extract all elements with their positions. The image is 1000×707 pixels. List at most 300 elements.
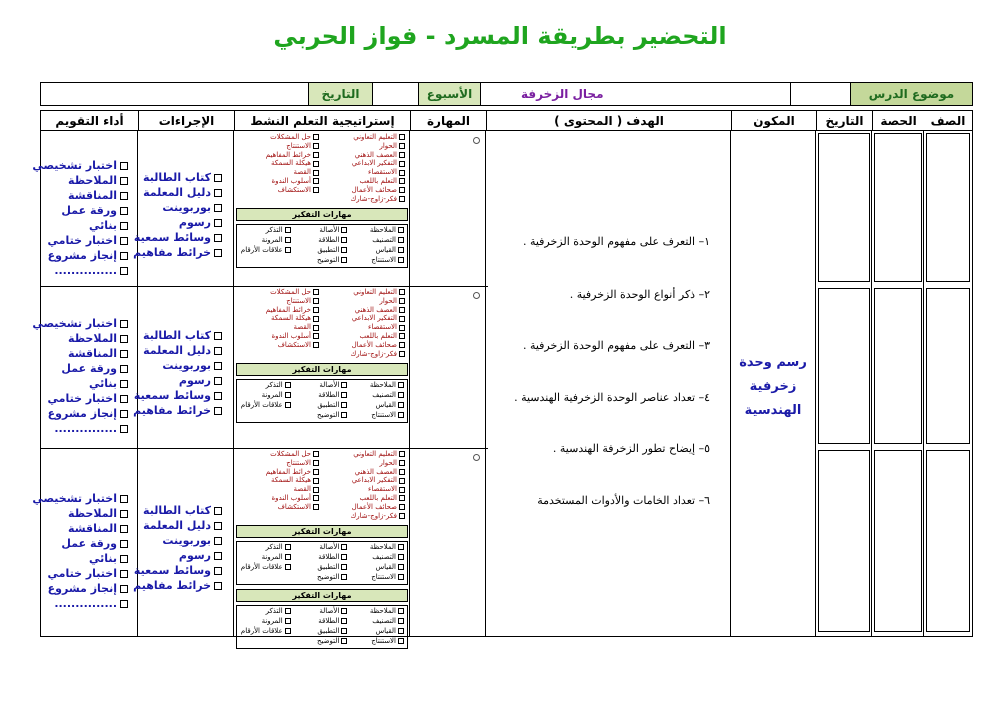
procedure-item[interactable] bbox=[133, 230, 222, 245]
checkbox-icon[interactable] bbox=[214, 347, 222, 355]
checkbox-icon[interactable] bbox=[399, 478, 405, 484]
checkbox-icon[interactable] bbox=[398, 554, 404, 560]
checkbox-icon[interactable] bbox=[399, 170, 405, 176]
checkbox-icon[interactable] bbox=[341, 412, 347, 418]
thinking-option-label: المرونة bbox=[261, 236, 283, 244]
checkbox-icon[interactable] bbox=[398, 638, 404, 644]
checkbox-icon[interactable] bbox=[398, 382, 404, 388]
checkbox-icon[interactable] bbox=[285, 554, 291, 560]
checkbox-icon[interactable] bbox=[120, 600, 128, 608]
checkbox-icon[interactable] bbox=[341, 628, 347, 634]
strategy-row bbox=[236, 450, 408, 459]
strategy-option[interactable] bbox=[322, 485, 408, 494]
checkbox-icon[interactable] bbox=[398, 392, 404, 398]
procedure-item[interactable] bbox=[142, 373, 222, 388]
thinking-option[interactable] bbox=[294, 225, 351, 235]
checkbox-icon[interactable] bbox=[313, 152, 319, 158]
thinking-option[interactable] bbox=[294, 380, 351, 390]
checkbox-icon[interactable] bbox=[120, 540, 128, 548]
checkbox-icon[interactable] bbox=[214, 552, 222, 560]
strategy-option[interactable] bbox=[236, 476, 322, 485]
checkbox-icon[interactable] bbox=[341, 638, 347, 644]
skill-radio[interactable] bbox=[473, 454, 480, 461]
checkbox-icon[interactable] bbox=[313, 495, 319, 501]
assessment-item[interactable] bbox=[44, 263, 128, 278]
strategy-option[interactable] bbox=[322, 142, 408, 151]
assessment-item[interactable] bbox=[32, 491, 128, 506]
checkbox-icon[interactable] bbox=[399, 143, 405, 149]
checkbox-icon[interactable] bbox=[399, 178, 405, 184]
checkbox-icon[interactable] bbox=[399, 307, 405, 313]
thinking-option[interactable] bbox=[294, 542, 351, 552]
procedure-item[interactable] bbox=[142, 503, 222, 518]
strategy-option[interactable] bbox=[322, 468, 408, 477]
strategy-option[interactable] bbox=[322, 133, 408, 142]
strategy-option[interactable] bbox=[236, 159, 322, 168]
checkbox-icon[interactable] bbox=[313, 504, 319, 510]
checkbox-icon[interactable] bbox=[120, 525, 128, 533]
checkbox-icon[interactable] bbox=[120, 207, 128, 215]
checkbox-icon[interactable] bbox=[341, 247, 347, 253]
strategy-option[interactable] bbox=[236, 186, 322, 195]
thinking-option[interactable] bbox=[237, 542, 294, 552]
week-field[interactable] bbox=[372, 83, 418, 105]
checkbox-icon[interactable] bbox=[398, 544, 404, 550]
thinking-option-label: علاقات الأرقام bbox=[240, 401, 283, 409]
procedure-item[interactable] bbox=[133, 578, 222, 593]
thinking-option[interactable] bbox=[350, 552, 407, 562]
strategy-option[interactable] bbox=[322, 323, 408, 332]
checkbox-icon[interactable] bbox=[285, 544, 291, 550]
entry-cell[interactable] bbox=[818, 450, 870, 632]
checkbox-icon[interactable] bbox=[214, 567, 222, 575]
date-field[interactable] bbox=[41, 83, 308, 105]
checkbox-icon[interactable] bbox=[214, 362, 222, 370]
thinking-option[interactable] bbox=[237, 380, 294, 390]
thinking-option[interactable] bbox=[237, 390, 294, 400]
checkbox-icon[interactable] bbox=[398, 618, 404, 624]
strategy-option[interactable] bbox=[236, 151, 322, 160]
checkbox-icon[interactable] bbox=[285, 628, 291, 634]
checkbox-icon[interactable] bbox=[399, 161, 405, 167]
checkbox-icon[interactable] bbox=[313, 187, 319, 193]
assessment-item[interactable] bbox=[44, 376, 128, 391]
checkbox-icon[interactable] bbox=[120, 555, 128, 563]
checkbox-icon[interactable] bbox=[120, 510, 128, 518]
checkbox-icon[interactable] bbox=[399, 333, 405, 339]
strategy-option[interactable] bbox=[236, 341, 322, 350]
checkbox-icon[interactable] bbox=[341, 402, 347, 408]
thinking-option[interactable] bbox=[350, 235, 407, 245]
checkbox-icon[interactable] bbox=[120, 365, 128, 373]
thinking-option[interactable] bbox=[237, 400, 294, 410]
checkbox-icon[interactable] bbox=[398, 237, 404, 243]
procedure-item[interactable] bbox=[142, 170, 222, 185]
assessment-item[interactable] bbox=[44, 248, 128, 263]
checkbox-icon[interactable] bbox=[214, 332, 222, 340]
checkbox-icon[interactable] bbox=[285, 237, 291, 243]
strategy-row bbox=[236, 494, 408, 503]
procedure-item[interactable] bbox=[142, 185, 222, 200]
checkbox-icon[interactable] bbox=[120, 495, 128, 503]
checkbox-icon[interactable] bbox=[120, 222, 128, 230]
checkbox-icon[interactable] bbox=[341, 227, 347, 233]
thinking-option[interactable] bbox=[350, 225, 407, 235]
checkbox-icon[interactable] bbox=[399, 495, 405, 501]
checkbox-icon[interactable] bbox=[399, 342, 405, 348]
strategy-option[interactable] bbox=[236, 133, 322, 142]
procedure-item[interactable] bbox=[142, 518, 222, 533]
assessment-item[interactable] bbox=[44, 406, 128, 421]
strategy-option[interactable] bbox=[236, 288, 322, 297]
checkbox-icon[interactable] bbox=[398, 628, 404, 634]
checkbox-icon[interactable] bbox=[214, 174, 222, 182]
checkbox-icon[interactable] bbox=[120, 585, 128, 593]
assessment-item[interactable] bbox=[44, 391, 128, 406]
thinking-option[interactable] bbox=[237, 235, 294, 245]
thinking-option[interactable] bbox=[350, 626, 407, 636]
assessment-item[interactable] bbox=[44, 218, 128, 233]
strategy-option[interactable] bbox=[236, 323, 322, 332]
entry-cell[interactable] bbox=[818, 133, 870, 282]
strategy-option[interactable] bbox=[322, 306, 408, 315]
thinking-option-label: التذكر bbox=[265, 226, 283, 234]
checkbox-icon[interactable] bbox=[214, 507, 222, 515]
checkbox-icon[interactable] bbox=[313, 333, 319, 339]
checkbox-icon[interactable] bbox=[285, 618, 291, 624]
entry-cell[interactable] bbox=[818, 288, 870, 444]
checkbox-icon[interactable] bbox=[398, 402, 404, 408]
assessment-item[interactable] bbox=[44, 566, 128, 581]
entry-cell[interactable] bbox=[926, 288, 970, 444]
assessment-item[interactable] bbox=[32, 316, 128, 331]
checkbox-icon[interactable] bbox=[120, 425, 128, 433]
strategy-option[interactable] bbox=[322, 341, 408, 350]
checkbox-icon[interactable] bbox=[399, 469, 405, 475]
thinking-option[interactable] bbox=[350, 616, 407, 626]
checkbox-icon[interactable] bbox=[398, 608, 404, 614]
checkbox-icon[interactable] bbox=[120, 380, 128, 388]
strategy-option bbox=[236, 195, 322, 204]
assessment-item[interactable] bbox=[44, 551, 128, 566]
thinking-option[interactable] bbox=[294, 410, 351, 420]
thinking-option[interactable] bbox=[350, 636, 407, 646]
checkbox-icon[interactable] bbox=[399, 460, 405, 466]
checkbox-icon[interactable] bbox=[341, 554, 347, 560]
strategy-option[interactable] bbox=[236, 332, 322, 341]
checkbox-icon[interactable] bbox=[313, 289, 319, 295]
procedure-item[interactable] bbox=[142, 548, 222, 563]
procedure-item[interactable] bbox=[142, 533, 222, 548]
thinking-option-label: الملاحظة bbox=[369, 607, 396, 615]
strategy-option[interactable] bbox=[236, 503, 322, 512]
thinking-option-label: الملاحظة bbox=[369, 381, 396, 389]
procedure-item[interactable] bbox=[142, 358, 222, 373]
checkbox-icon[interactable] bbox=[341, 392, 347, 398]
strategy-option[interactable] bbox=[322, 159, 408, 168]
thinking-option[interactable] bbox=[350, 606, 407, 616]
checkbox-icon[interactable] bbox=[399, 487, 405, 493]
checkbox-icon[interactable] bbox=[398, 564, 404, 570]
thinking-option[interactable] bbox=[294, 626, 351, 636]
thinking-option[interactable] bbox=[294, 255, 351, 265]
assessment-item[interactable] bbox=[32, 158, 128, 173]
checkbox-icon[interactable] bbox=[313, 451, 319, 457]
checkbox-icon[interactable] bbox=[285, 402, 291, 408]
checkbox-icon[interactable] bbox=[313, 460, 319, 466]
checkbox-icon[interactable] bbox=[285, 564, 291, 570]
checkbox-icon[interactable] bbox=[214, 377, 222, 385]
strategy-option[interactable] bbox=[322, 512, 408, 521]
checkbox-icon[interactable] bbox=[120, 320, 128, 328]
assessment-item[interactable] bbox=[44, 203, 128, 218]
strategy-option[interactable] bbox=[236, 142, 322, 151]
strategy-option[interactable] bbox=[322, 151, 408, 160]
thinking-option[interactable] bbox=[350, 390, 407, 400]
checkbox-icon[interactable] bbox=[399, 325, 405, 331]
procedure-item[interactable] bbox=[133, 403, 222, 418]
thinking-option[interactable] bbox=[237, 626, 294, 636]
strategy-option[interactable] bbox=[236, 177, 322, 186]
strategy-option[interactable] bbox=[322, 494, 408, 503]
entry-cell[interactable] bbox=[926, 450, 970, 632]
thinking-option[interactable] bbox=[294, 235, 351, 245]
assessment-item[interactable] bbox=[44, 233, 128, 248]
checkbox-icon[interactable] bbox=[341, 382, 347, 388]
thinking-option[interactable] bbox=[350, 562, 407, 572]
topic-field[interactable] bbox=[790, 83, 850, 105]
checkbox-icon[interactable] bbox=[120, 177, 128, 185]
checkbox-icon[interactable] bbox=[313, 307, 319, 313]
checkbox-icon[interactable] bbox=[398, 257, 404, 263]
thinking-option[interactable] bbox=[294, 245, 351, 255]
thinking-option[interactable] bbox=[294, 400, 351, 410]
strategy-option[interactable] bbox=[322, 186, 408, 195]
checkbox-icon[interactable] bbox=[341, 257, 347, 263]
checkbox-icon[interactable] bbox=[313, 342, 319, 348]
strategy-option[interactable] bbox=[236, 314, 322, 323]
col-sep bbox=[409, 131, 410, 636]
checkbox-icon[interactable] bbox=[399, 196, 405, 202]
procedure-item[interactable] bbox=[142, 200, 222, 215]
checkbox-icon[interactable] bbox=[214, 522, 222, 530]
checkbox-icon[interactable] bbox=[313, 170, 319, 176]
thinking-option[interactable] bbox=[237, 562, 294, 572]
skill-radio[interactable] bbox=[473, 137, 480, 144]
checkbox-icon[interactable] bbox=[341, 544, 347, 550]
checkbox-icon[interactable] bbox=[313, 487, 319, 493]
thinking-option[interactable] bbox=[294, 572, 351, 582]
assessment-item[interactable] bbox=[44, 596, 128, 611]
checkbox-icon[interactable] bbox=[120, 410, 128, 418]
assessment-item[interactable] bbox=[44, 346, 128, 361]
checkbox-icon[interactable] bbox=[399, 351, 405, 357]
checkbox-icon[interactable] bbox=[214, 219, 222, 227]
checkbox-icon[interactable] bbox=[399, 316, 405, 322]
checkbox-icon[interactable] bbox=[341, 608, 347, 614]
checkbox-icon[interactable] bbox=[313, 134, 319, 140]
checkbox-icon[interactable] bbox=[313, 178, 319, 184]
checkbox-icon[interactable] bbox=[120, 267, 128, 275]
procedure-item[interactable] bbox=[133, 563, 222, 578]
thinking-option[interactable] bbox=[350, 255, 407, 265]
checkbox-icon[interactable] bbox=[214, 249, 222, 257]
checkbox-icon[interactable] bbox=[398, 247, 404, 253]
strategy-option[interactable] bbox=[236, 297, 322, 306]
procedures-list bbox=[133, 503, 222, 593]
checkbox-icon[interactable] bbox=[398, 412, 404, 418]
checkbox-icon[interactable] bbox=[120, 192, 128, 200]
checkbox-icon[interactable] bbox=[285, 247, 291, 253]
procedure-item[interactable] bbox=[142, 215, 222, 230]
strategy-option[interactable] bbox=[322, 288, 408, 297]
checkbox-icon[interactable] bbox=[214, 234, 222, 242]
entry-cell[interactable] bbox=[874, 450, 922, 632]
checkbox-icon[interactable] bbox=[399, 289, 405, 295]
checkbox-icon[interactable] bbox=[120, 395, 128, 403]
strategy-option[interactable] bbox=[236, 306, 322, 315]
strategy-option[interactable] bbox=[322, 168, 408, 177]
entry-cell[interactable] bbox=[926, 133, 970, 282]
checkbox-icon[interactable] bbox=[214, 189, 222, 197]
entry-cell[interactable] bbox=[874, 133, 922, 282]
thinking-option[interactable] bbox=[294, 606, 351, 616]
strategy-row bbox=[236, 314, 408, 323]
checkbox-icon[interactable] bbox=[399, 134, 405, 140]
strategy-option[interactable] bbox=[322, 503, 408, 512]
procedure-item[interactable] bbox=[133, 388, 222, 403]
checkbox-icon[interactable] bbox=[120, 162, 128, 170]
checkbox-icon[interactable] bbox=[398, 227, 404, 233]
thinking-option[interactable] bbox=[294, 552, 351, 562]
thinking-option[interactable] bbox=[237, 245, 294, 255]
checkbox-icon[interactable] bbox=[285, 392, 291, 398]
strategy-row bbox=[236, 142, 408, 151]
thinking-option[interactable] bbox=[350, 380, 407, 390]
checkbox-icon[interactable] bbox=[399, 504, 405, 510]
strategy-option[interactable] bbox=[322, 350, 408, 359]
strategy-option[interactable] bbox=[236, 494, 322, 503]
assessment-item[interactable] bbox=[44, 173, 128, 188]
thinking-option[interactable] bbox=[350, 572, 407, 582]
thinking-option[interactable] bbox=[294, 390, 351, 400]
assessment-label: ورقة عمل bbox=[61, 537, 117, 550]
assessment-label: اختبار ختامي bbox=[47, 234, 117, 247]
checkbox-icon[interactable] bbox=[313, 478, 319, 484]
assessment-item[interactable] bbox=[44, 521, 128, 536]
checkbox-icon[interactable] bbox=[285, 608, 291, 614]
checkbox-icon[interactable] bbox=[341, 564, 347, 570]
assessment-label: اختبار تشخيصي bbox=[32, 317, 117, 330]
checkbox-icon[interactable] bbox=[341, 574, 347, 580]
checkbox-icon[interactable] bbox=[214, 407, 222, 415]
checkbox-icon[interactable] bbox=[399, 451, 405, 457]
checkbox-icon[interactable] bbox=[399, 513, 405, 519]
checkbox-icon[interactable] bbox=[214, 582, 222, 590]
assessment-item[interactable] bbox=[44, 536, 128, 551]
strategy-option[interactable] bbox=[322, 195, 408, 204]
strategy-option[interactable] bbox=[322, 177, 408, 186]
thinking-option[interactable] bbox=[350, 400, 407, 410]
assessment-item[interactable] bbox=[44, 331, 128, 346]
checkbox-icon[interactable] bbox=[313, 325, 319, 331]
strategy-option[interactable] bbox=[322, 297, 408, 306]
strategy-option-label: القصة bbox=[293, 485, 311, 494]
checkbox-icon[interactable] bbox=[285, 382, 291, 388]
thinking-option[interactable] bbox=[294, 562, 351, 572]
checkbox-icon[interactable] bbox=[398, 574, 404, 580]
checkbox-icon[interactable] bbox=[399, 152, 405, 158]
checkbox-icon[interactable] bbox=[120, 237, 128, 245]
strategy-option[interactable] bbox=[322, 314, 408, 323]
procedure-item[interactable] bbox=[142, 343, 222, 358]
checkbox-icon[interactable] bbox=[120, 350, 128, 358]
checkbox-icon[interactable] bbox=[399, 187, 405, 193]
checkbox-icon[interactable] bbox=[120, 252, 128, 260]
assessment-item[interactable] bbox=[44, 361, 128, 376]
skill-radio[interactable] bbox=[473, 292, 480, 299]
checkbox-icon[interactable] bbox=[120, 335, 128, 343]
thinking-option[interactable] bbox=[237, 616, 294, 626]
checkbox-icon[interactable] bbox=[214, 204, 222, 212]
thinking-option[interactable] bbox=[237, 606, 294, 616]
assessment-item[interactable] bbox=[44, 188, 128, 203]
assessment-item[interactable] bbox=[44, 581, 128, 596]
thinking-option[interactable] bbox=[350, 542, 407, 552]
strategy-option[interactable] bbox=[236, 450, 322, 459]
strategy-option[interactable] bbox=[236, 459, 322, 468]
strategy-option[interactable] bbox=[236, 468, 322, 477]
checkbox-icon[interactable] bbox=[214, 392, 222, 400]
checkbox-icon[interactable] bbox=[313, 143, 319, 149]
checkbox-icon[interactable] bbox=[214, 537, 222, 545]
strategy-option[interactable] bbox=[236, 168, 322, 177]
thinking-option[interactable] bbox=[237, 552, 294, 562]
strategy-option-label: التعليم التعاوني bbox=[353, 450, 397, 458]
checkbox-icon[interactable] bbox=[399, 298, 405, 304]
checkbox-icon[interactable] bbox=[313, 161, 319, 167]
checkbox-icon[interactable] bbox=[313, 298, 319, 304]
thinking-option[interactable] bbox=[350, 410, 407, 420]
thinking-option-label: التطبيق bbox=[317, 246, 340, 254]
strategy-option[interactable] bbox=[322, 332, 408, 341]
thinking-option[interactable] bbox=[237, 225, 294, 235]
assessment-item[interactable] bbox=[44, 506, 128, 521]
strategy-option[interactable] bbox=[322, 450, 408, 459]
checkbox-icon[interactable] bbox=[341, 237, 347, 243]
strategy-option-label: هيكلة السمكة bbox=[271, 476, 311, 485]
strategy-option[interactable] bbox=[236, 485, 322, 494]
strategy-option[interactable] bbox=[322, 476, 408, 485]
assessment-label: ............... bbox=[54, 422, 117, 435]
thinking-option[interactable] bbox=[294, 636, 351, 646]
thinking-option-label: التطبيق bbox=[317, 627, 340, 635]
thinking-option[interactable] bbox=[294, 616, 351, 626]
checkbox-icon[interactable] bbox=[313, 316, 319, 322]
procedure-label: بوربوينت bbox=[162, 359, 211, 372]
entry-cell[interactable] bbox=[874, 288, 922, 444]
checkbox-icon[interactable] bbox=[341, 618, 347, 624]
thinking-option[interactable] bbox=[350, 245, 407, 255]
checkbox-icon[interactable] bbox=[120, 570, 128, 578]
procedure-item[interactable] bbox=[142, 328, 222, 343]
thinking-option bbox=[237, 636, 294, 646]
checkbox-icon[interactable] bbox=[285, 227, 291, 233]
procedure-item[interactable] bbox=[133, 245, 222, 260]
assessment-item[interactable] bbox=[44, 421, 128, 436]
strategy-option[interactable] bbox=[322, 459, 408, 468]
checkbox-icon[interactable] bbox=[313, 469, 319, 475]
